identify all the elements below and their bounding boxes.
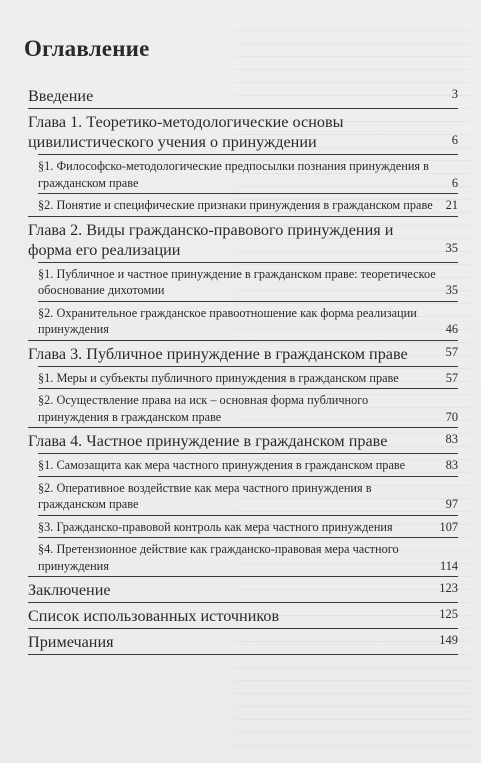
toc-entry-label: Список использованных источников [28,607,280,625]
toc-entry-chapter-1 [28,112,458,152]
toc-page-number: 3 [451,87,458,101]
toc-entry-notes [28,632,458,652]
divider [38,262,458,263]
toc-entry-section-1-2 [28,197,458,214]
toc-page-number: 35 [445,283,458,297]
toc-entry-chapter-2 [28,220,458,260]
toc-entry-introduction [28,86,458,106]
toc-entry-label: Примечания [28,633,114,651]
divider [28,216,458,217]
divider [28,576,458,577]
toc-page-number: 114 [440,558,458,573]
toc-entry-label: §2. Осуществление права на иск – основная форма публичного принуждения в гражданском праве [38,393,369,424]
divider [38,154,458,155]
toc-entry-chapter-4 [28,431,458,451]
toc-entry-bibliography [28,606,458,626]
toc-entry-label: Глава 4. Частное принуждение в гражданском праве [28,432,388,450]
toc-page-number: 35 [445,240,458,255]
toc-entry-section-1-1 [28,158,458,191]
divider [28,654,458,655]
toc-page-number: 70 [445,409,458,424]
toc-entry-label: §1. Философско-методологические предпосылки познания принуждения в гражданском праве [38,159,429,190]
divider [38,453,458,454]
toc-page-number: 123 [439,581,458,595]
toc-entry-label: §1. Самозащита как мера частного принуждения в гражданском праве [38,458,406,472]
toc-entry-section-4-3 [28,519,458,536]
toc-page-number: 125 [439,607,458,621]
toc-page-number: 149 [439,633,458,647]
toc-entry-section-2-2 [28,305,458,338]
toc-page-number: 57 [445,344,458,359]
toc-entry-section-4-4 [28,541,458,574]
toc-page-number: 97 [445,497,458,511]
toc-entry-label: Глава 1. Теоретико-методологические основы цивилистического учения о принуждении [28,113,344,151]
toc-entry-section-2-1 [28,266,458,299]
toc-entry-label: §2. Понятие и специфические признаки принуждения в гражданском праве [38,198,433,212]
toc-page-number: 6 [451,133,458,147]
toc-entry-section-4-2 [28,480,458,513]
divider [38,537,458,538]
toc-page-number: 6 [451,175,458,190]
divider [38,515,458,516]
divider [38,366,458,367]
toc-page-number: 83 [445,432,458,446]
divider [28,108,458,109]
toc-entry-chapter-3 [28,344,458,364]
toc-entry-label: §1. Публичное и частное принуждение в гражданском праве: теоретическое обоснование дихотомии [38,266,436,297]
toc-entry-label: §2. Оперативное воздействие как мера частного принуждения в гражданском праве [38,480,372,511]
toc-entry-section-4-1 [28,457,458,474]
toc-entry-conclusion [28,580,458,600]
page-title: Оглавление [24,36,150,61]
toc-page-number: 83 [445,458,458,472]
divider [28,427,458,428]
toc-page-number: 107 [439,519,458,534]
divider [28,602,458,603]
toc-entry-label: §4. Претензионное действие как гражданско-правовая мера частного принуждения [38,542,399,573]
toc-entry-label: Глава 2. Виды гражданско-правового принуждения и форма его реализации [28,220,394,259]
toc-entry-label: §2. Охранительное гражданское правоотношение как форма реализации принуждения [38,305,417,336]
toc-entry-label: §3. Гражданско-правовой контроль как мера частного принуждения [38,519,393,534]
divider [38,193,458,194]
divider [38,388,458,389]
divider [28,340,458,341]
toc-entry-label: Введение [28,87,94,105]
toc-entry-section-3-2 [28,392,458,425]
toc-entry-label: Заключение [28,581,111,599]
toc-entry-label: Глава 3. Публичное принуждение в гражданском праве [28,344,408,363]
toc-page-number: 21 [445,198,458,212]
toc-entry-section-3-1 [28,370,458,387]
table-of-contents [28,86,458,658]
divider [38,476,458,477]
toc-page-number: 57 [445,370,458,385]
toc-page-number: 46 [445,322,458,336]
toc-entry-label: §1. Меры и субъекты публичного принуждения в гражданском праве [38,370,399,385]
divider [28,628,458,629]
divider [38,301,458,302]
